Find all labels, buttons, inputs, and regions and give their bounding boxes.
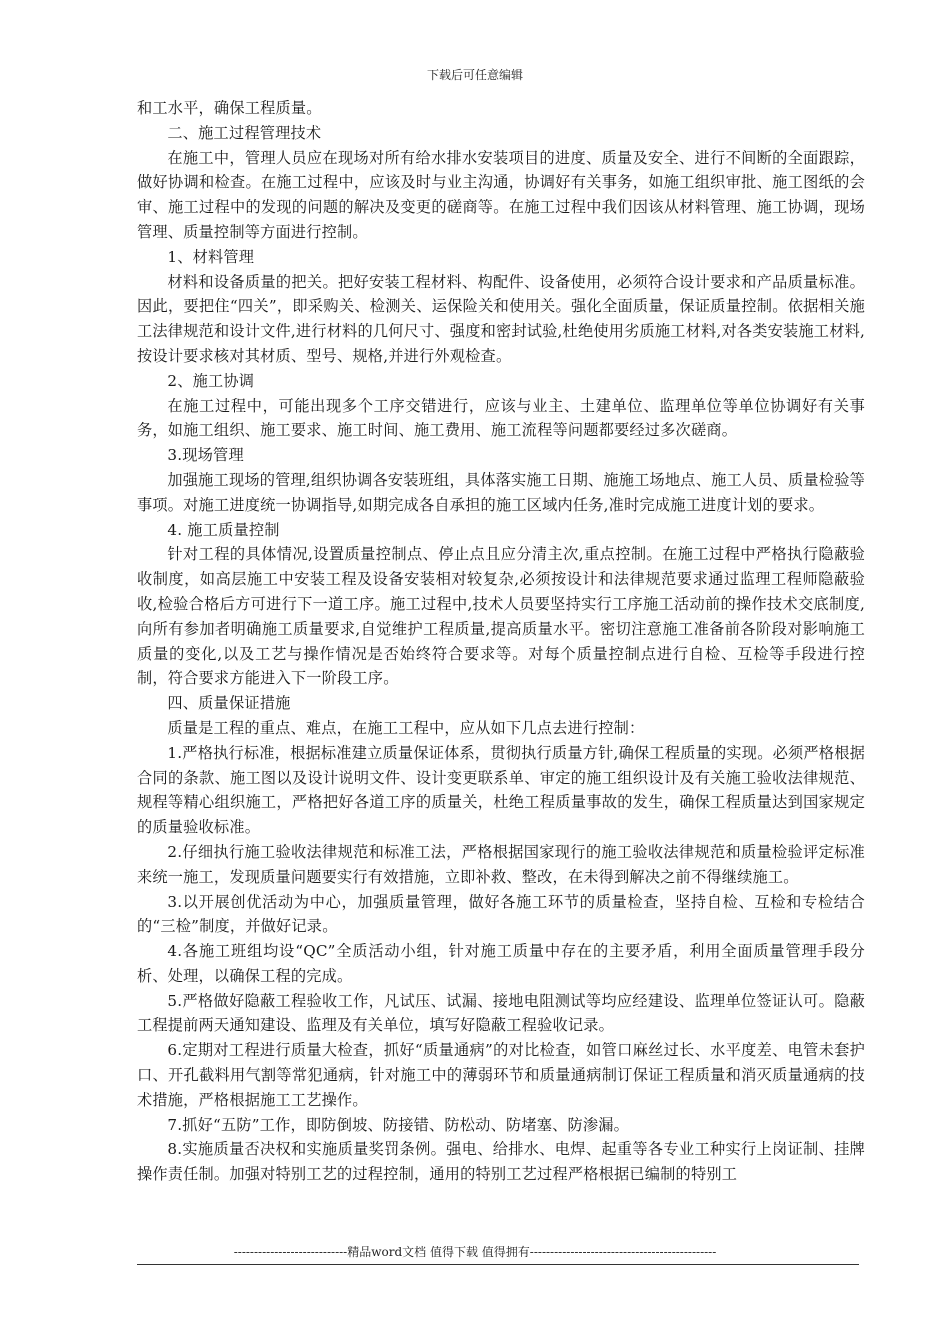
paragraph: 8.实施质量否决权和实施质量奖罚条例。强电、给排水、电焊、起重等各专业工种实行上岗证制、挂牌操作责任制。加强对特别工艺的过程控制，通用的特别工艺过程严格根据已编制的特别工 [137, 1140, 865, 1184]
document-body [137, 96, 865, 1187]
paragraph: 在施工过程中，可能出现多个工序交错进行，应该与业主、土建单位、监理单位等单位协调好有关事务，如施工组织、施工要求、施工时间、施工费用、施工流程等问题都要经过多次磋商。 [137, 396, 865, 440]
paragraph: 二、施工过程管理技术 [167, 123, 322, 142]
paragraph: 2.仔细执行施工验收法律规范和标准工法，严格根据国家现行的施工验收法律规范和质量检验评定标准来统一施工，发现质量问题要实行有效措施，立即补救、整改，在未得到解决之前不得继续施工。 [137, 842, 865, 886]
paragraph: 1、材料管理 [167, 247, 255, 266]
paragraph: 4. 施工质量控制 [167, 520, 280, 539]
footer-divider [137, 1264, 859, 1265]
paragraph: 7.抓好“五防”工作，即防倒坡、防接错、防松动、防堵塞、防渗漏。 [167, 1115, 630, 1134]
paragraph: 6.定期对工程进行质量大检查，抓好“质量通病”的对比检查，如管口麻丝过长、水平度差、电管未套护口、开孔截料用气割等常犯通病，针对施工中的薄弱环节和质量通病制订保证工程质量和消灭质量通病的技术措施，严格根据施工工艺操作。 [137, 1041, 865, 1109]
paragraph: 4.各施工班组均设“QC”全质活动小组，针对施工质量中存在的主要矛盾，利用全面质量管理手段分析、处理，以确保工程的完成。 [137, 942, 865, 985]
paragraph: 1.严格执行标准，根据标准建立质量保证体系，贯彻执行质量方针,确保工程质量的实现。必须严格根据合同的条款、施工图以及设计说明文件、设计变更联系单、审定的施工组织设计及有关施工验收法律规范、规程等精心组织施工，严格把好各道工序的质量关，杜绝工程质量事故的发生，确保工程质量达到国家规定的质量验收标准。 [137, 743, 865, 837]
paragraph: 和工水平，确保工程质量。 [137, 99, 322, 117]
paragraph: 2、施工协调 [167, 371, 255, 390]
page-header: 下载后可任意编辑 [426, 68, 523, 82]
paragraph: 5.严格做好隐蔽工程验收工作，凡试压、试漏、接地电阻测试等均应经建设、监理单位签证认可。隐蔽工程提前两天通知建设、监理及有关单位，填写好隐蔽工程验收记录。 [137, 991, 865, 1035]
paragraph: 质量是工程的重点、难点，在施工工程中，应从如下几点去进行控制： [167, 718, 645, 737]
paragraph: 四、质量保证措施 [167, 694, 291, 713]
paragraph: 3.以开展创优活动为中心，加强质量管理，做好各施工环节的质量检查，坚持自检、互检和专检结合的“三检”制度，并做好记录。 [137, 892, 865, 936]
paragraph: 加强施工现场的管理,组织协调各安装班组，具体落实施工日期、施施工场地点、施工人员、质量检验等事项。对施工进度统一协调指导,如期完成各自承担的施工区域内任务,准时完成施工进度计划的要求。 [137, 470, 865, 514]
paragraph: 3.现场管理 [167, 446, 244, 465]
paragraph: 材料和设备质量的把关。把好安装工程材料、构配件、设备使用，必须符合设计要求和产品质量标准。因此，要把住“四关”，即采购关、检测关、运保险关和使用关。强化全面质量，保证质量控制。依据相关施工法律规范和设计文件,进行材料的几何尺寸、强度和密封试验,杜绝使用劣质施工材料,对各类安装施工材料,按设计要求核对其材质、型号、规格,并进行外观检查。 [137, 272, 865, 365]
paragraph: 在施工中，管理人员应在现场对所有给水排水安装项目的进度、质量及安全、进行不间断的全面跟踪，做好协调和检查。在施工过程中，应该及时与业主沟通，协调好有关事务，如施工组织审批、施工图纸的会审、施工过程中的发现的问题的解决及变更的磋商等。在施工过程中我们因该从材料管理、施工协调，现场管理、质量控制等方面进行控制。 [137, 148, 865, 241]
page-footer: ----------------------------精品word文档 值得下载 值得拥有---------------------------------------------- [233, 1245, 717, 1259]
paragraph: 针对工程的具体情况,设置质量控制点、停止点且应分清主次,重点控制。在施工过程中严格执行隐蔽验收制度，如高层施工中安装工程及设备安装相对较复杂,必须按设计和法律规范要求通过监理工程师隐蔽验收,检验合格后方可进行下一道工序。施工过程中,技术人员要坚持实行工序施工活动前的操作技术交底制度,向所有参加者明确施工质量要求,自觉维护工程质量,提高质量水平。密切注意施工准备前各阶段对影响施工质量的变化,以及工艺与操作情况是否始终符合要求等。对每个质量控制点进行自检、互检等手段进行控制，符合要求方能进入下一阶段工序。 [137, 545, 865, 688]
